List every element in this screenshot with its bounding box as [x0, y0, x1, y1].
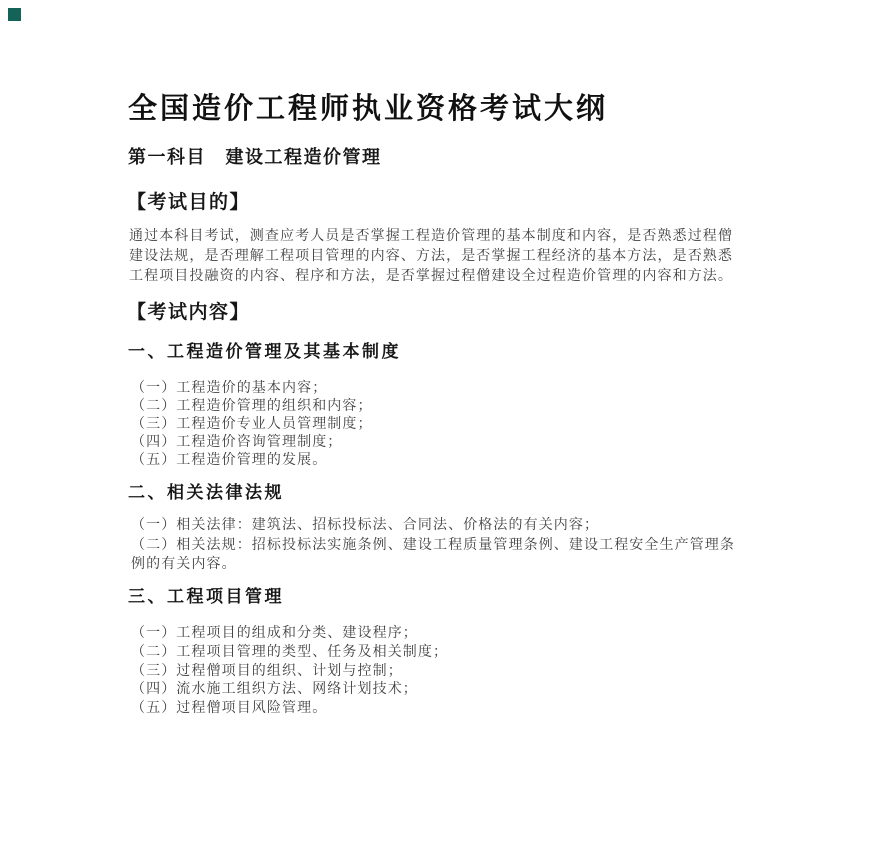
- text-line: （三）过程僧项目的组织、计划与控制；: [131, 663, 403, 679]
- text-line: （二）相关法规：招标投标法实施条例、建设工程质量管理条例、建设工程安全生产管理条: [131, 537, 735, 553]
- text-line: 建设法规，是否理解工程项目管理的内容、方法，是否掌握工程经济的基本方法，是否熟悉: [129, 249, 733, 264]
- text-line: （二）工程项目管理的类型、任务及相关制度；: [131, 644, 449, 660]
- text-line: （一）工程项目的组成和分类、建设程序；: [131, 626, 418, 641]
- text-line: （三）工程造价专业人员管理制度；: [131, 417, 373, 432]
- section-1-list: [131, 380, 373, 470]
- subject-heading: 第一科目 建设工程造价管理: [128, 147, 382, 167]
- document-title: 全国造价工程师执业资格考试大纲: [128, 93, 609, 125]
- text-line: 例的有关内容。: [131, 557, 237, 572]
- text-line: 通过本科目考试，测查应考人员是否掌握工程造价管理的基本制度和内容，是否熟悉过程僧: [129, 229, 733, 244]
- section-1-heading: 一、工程造价管理及其基本制度: [128, 342, 401, 361]
- text-line: （二）工程造价管理的组织和内容；: [131, 399, 373, 414]
- text-line: （四）流水施工组织方法、网络计划技术；: [131, 682, 418, 698]
- text-line: 工程项目投融资的内容、程序和方法，是否掌握过程僧建设全过程造价管理的内容和方法。: [129, 269, 733, 284]
- text-line: （四）工程造价咨询管理制度；: [131, 435, 343, 450]
- text-line: （五）过程僧项目风险管理。: [131, 701, 328, 717]
- section-2-list: [131, 516, 735, 575]
- corner-marker: [8, 8, 21, 21]
- section-3-heading: 三、工程项目管理: [128, 587, 284, 606]
- exam-content-heading: 【考试内容】: [127, 302, 251, 323]
- section-3-list: [131, 625, 448, 719]
- exam-purpose-paragraph: [129, 227, 733, 287]
- exam-purpose-heading: 【考试目的】: [127, 192, 251, 213]
- section-2-heading: 二、相关法律法规: [128, 483, 284, 502]
- text-line: （一）相关法律：建筑法、招标投标法、合同法、价格法的有关内容；: [131, 518, 600, 533]
- text-line: （五）工程造价管理的发展。: [131, 453, 328, 468]
- text-line: （一）工程造价的基本内容；: [131, 381, 328, 396]
